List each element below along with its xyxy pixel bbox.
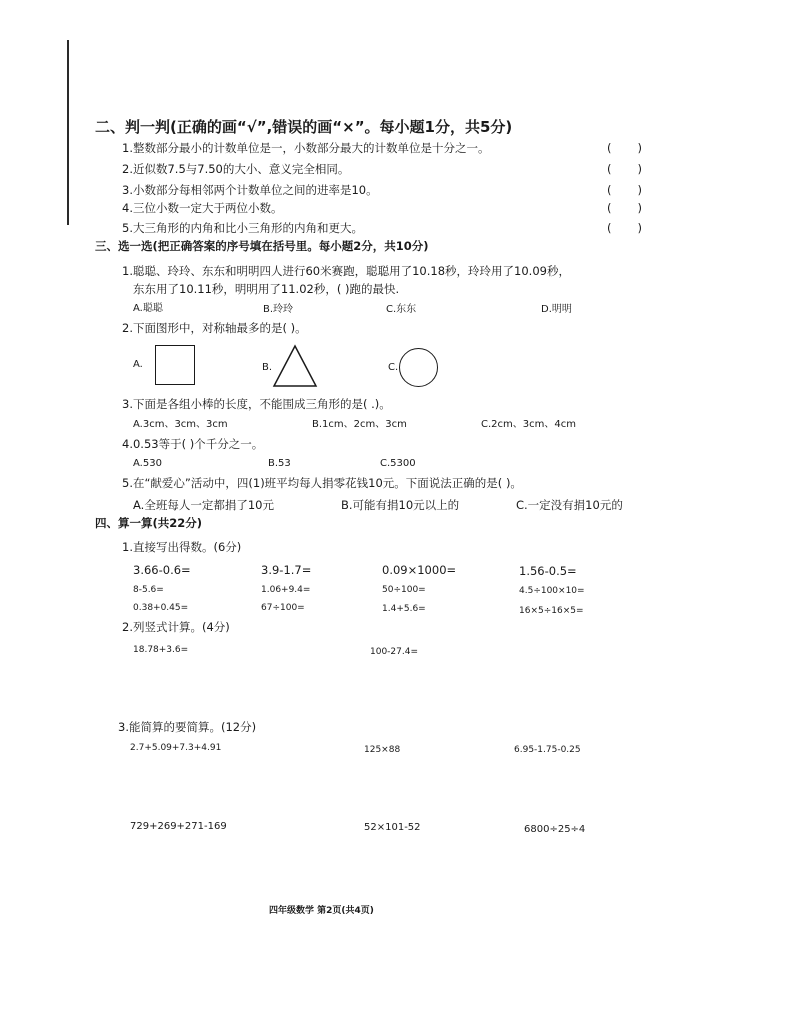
choice-q4: 4.0.53等于( )个千分之一。 bbox=[122, 437, 264, 451]
section-2-title: 二、判一判(正确的画“√”,错误的画“×”。每小题1分，共5分) bbox=[95, 118, 513, 136]
mental-calc-item: 4.5÷100×10= bbox=[519, 586, 585, 596]
mental-calc-item: 16×5÷16×5= bbox=[519, 606, 584, 616]
choice-q1-option-d: D.明明 bbox=[541, 304, 572, 315]
choice-q5-option-a: A.全班每人一定都捐了10元 bbox=[133, 498, 274, 512]
choice-q1-option-a: A.聪聪 bbox=[133, 303, 163, 314]
choice-q2-option-a: A. bbox=[133, 359, 143, 370]
judge-item-4: 4.三位小数一定大于两位小数。 bbox=[122, 201, 283, 215]
answer-blank-3[interactable]: ( ) bbox=[607, 183, 642, 197]
answer-blank-4[interactable]: ( ) bbox=[607, 201, 642, 215]
choice-q3-option-a: A.3cm、3cm、3cm bbox=[133, 419, 228, 430]
choice-q4-option-b: B.53 bbox=[268, 458, 291, 469]
judge-item-2: 2.近似数7.5与7.50的大小、意义完全相同。 bbox=[122, 162, 350, 176]
simplify-calc-item: 6800÷25÷4 bbox=[524, 824, 586, 835]
mental-calc-item: 3.9-1.7= bbox=[261, 563, 312, 577]
calc-part2-title: 2.列竖式计算。(4分) bbox=[122, 620, 230, 634]
circle-shape bbox=[399, 348, 438, 387]
choice-q4-option-c: C.5300 bbox=[380, 458, 416, 469]
triangle-shape bbox=[272, 344, 318, 388]
judge-item-1: 1.整数部分最小的计数单位是一，小数部分最大的计数单位是十分之一。 bbox=[122, 141, 490, 155]
simplify-calc-item: 2.7+5.09+7.3+4.91 bbox=[130, 743, 222, 753]
choice-q4-option-a: A.530 bbox=[133, 458, 162, 469]
choice-q1-line2: 东东用了10.11秒，明明用了11.02秒，( )跑的最快. bbox=[133, 282, 400, 296]
calc-part1-title: 1.直接写出得数。(6分) bbox=[122, 540, 242, 554]
simplify-calc-item: 6.95-1.75-0.25 bbox=[514, 745, 581, 755]
page-footer: 四年级数学 第2页(共4页) bbox=[269, 906, 374, 916]
simplify-calc-item: 52×101-52 bbox=[364, 822, 421, 833]
vertical-calc-item: 18.78+3.6= bbox=[133, 645, 189, 655]
mental-calc-item: 1.4+5.6= bbox=[382, 604, 426, 614]
simplify-calc-item: 729+269+271-169 bbox=[130, 821, 227, 832]
choice-q3-option-b: B.1cm、2cm、3cm bbox=[312, 419, 407, 430]
choice-q2: 2.下面图形中，对称轴最多的是( )。 bbox=[122, 321, 307, 335]
mental-calc-item: 50÷100= bbox=[382, 585, 426, 595]
choice-q3: 3.下面是各组小棒的长度，不能围成三角形的是( .)。 bbox=[122, 397, 391, 411]
mental-calc-item: 1.06+9.4= bbox=[261, 585, 311, 595]
margin-line bbox=[67, 40, 69, 225]
judge-item-5: 5.大三角形的内角和比小三角形的内角和更大。 bbox=[122, 221, 363, 235]
answer-blank-1[interactable]: ( ) bbox=[607, 141, 642, 155]
answer-blank-2[interactable]: ( ) bbox=[607, 162, 642, 176]
calc-part3-title: 3.能简算的要简算。(12分) bbox=[118, 720, 257, 734]
choice-q5-option-b: B.可能有捐10元以上的 bbox=[341, 498, 460, 512]
section-3-title: 三、选一选(把正确答案的序号填在括号里。每小题2分，共10分) bbox=[95, 239, 429, 253]
choice-q1-option-c: C.东东 bbox=[386, 304, 417, 315]
choice-q3-option-c: C.2cm、3cm、4cm bbox=[481, 419, 576, 430]
mental-calc-item: 0.38+0.45= bbox=[133, 603, 189, 613]
choice-q5-option-c: C.一定没有捐10元的 bbox=[516, 498, 623, 512]
choice-q2-option-c: C. bbox=[388, 362, 399, 373]
mental-calc-item: 1.56-0.5= bbox=[519, 564, 577, 578]
simplify-calc-item: 125×88 bbox=[364, 745, 401, 755]
mental-calc-item: 67÷100= bbox=[261, 603, 305, 613]
choice-q5: 5.在“献爱心”活动中，四(1)班平均每人捐零花钱10元。下面说法正确的是( )。 bbox=[122, 476, 522, 490]
answer-blank-5[interactable]: ( ) bbox=[607, 221, 642, 235]
section-4-title: 四、算一算(共22分) bbox=[95, 516, 203, 530]
choice-q1-option-b: B.玲玲 bbox=[263, 304, 294, 315]
mental-calc-item: 0.09×1000= bbox=[382, 563, 457, 577]
choice-q2-option-b: B. bbox=[262, 362, 273, 373]
choice-q1-line1: 1.聪聪、玲玲、东东和明明四人进行60米赛跑，聪聪用了10.18秒，玲玲用了10.09秒， bbox=[122, 264, 570, 278]
judge-item-3: 3.小数部分每相邻两个计数单位之间的进率是10。 bbox=[122, 183, 378, 197]
mental-calc-item: 8-5.6= bbox=[133, 585, 164, 595]
vertical-calc-item: 100-27.4= bbox=[370, 647, 419, 657]
square-shape bbox=[155, 345, 195, 385]
mental-calc-item: 3.66-0.6= bbox=[133, 563, 191, 577]
